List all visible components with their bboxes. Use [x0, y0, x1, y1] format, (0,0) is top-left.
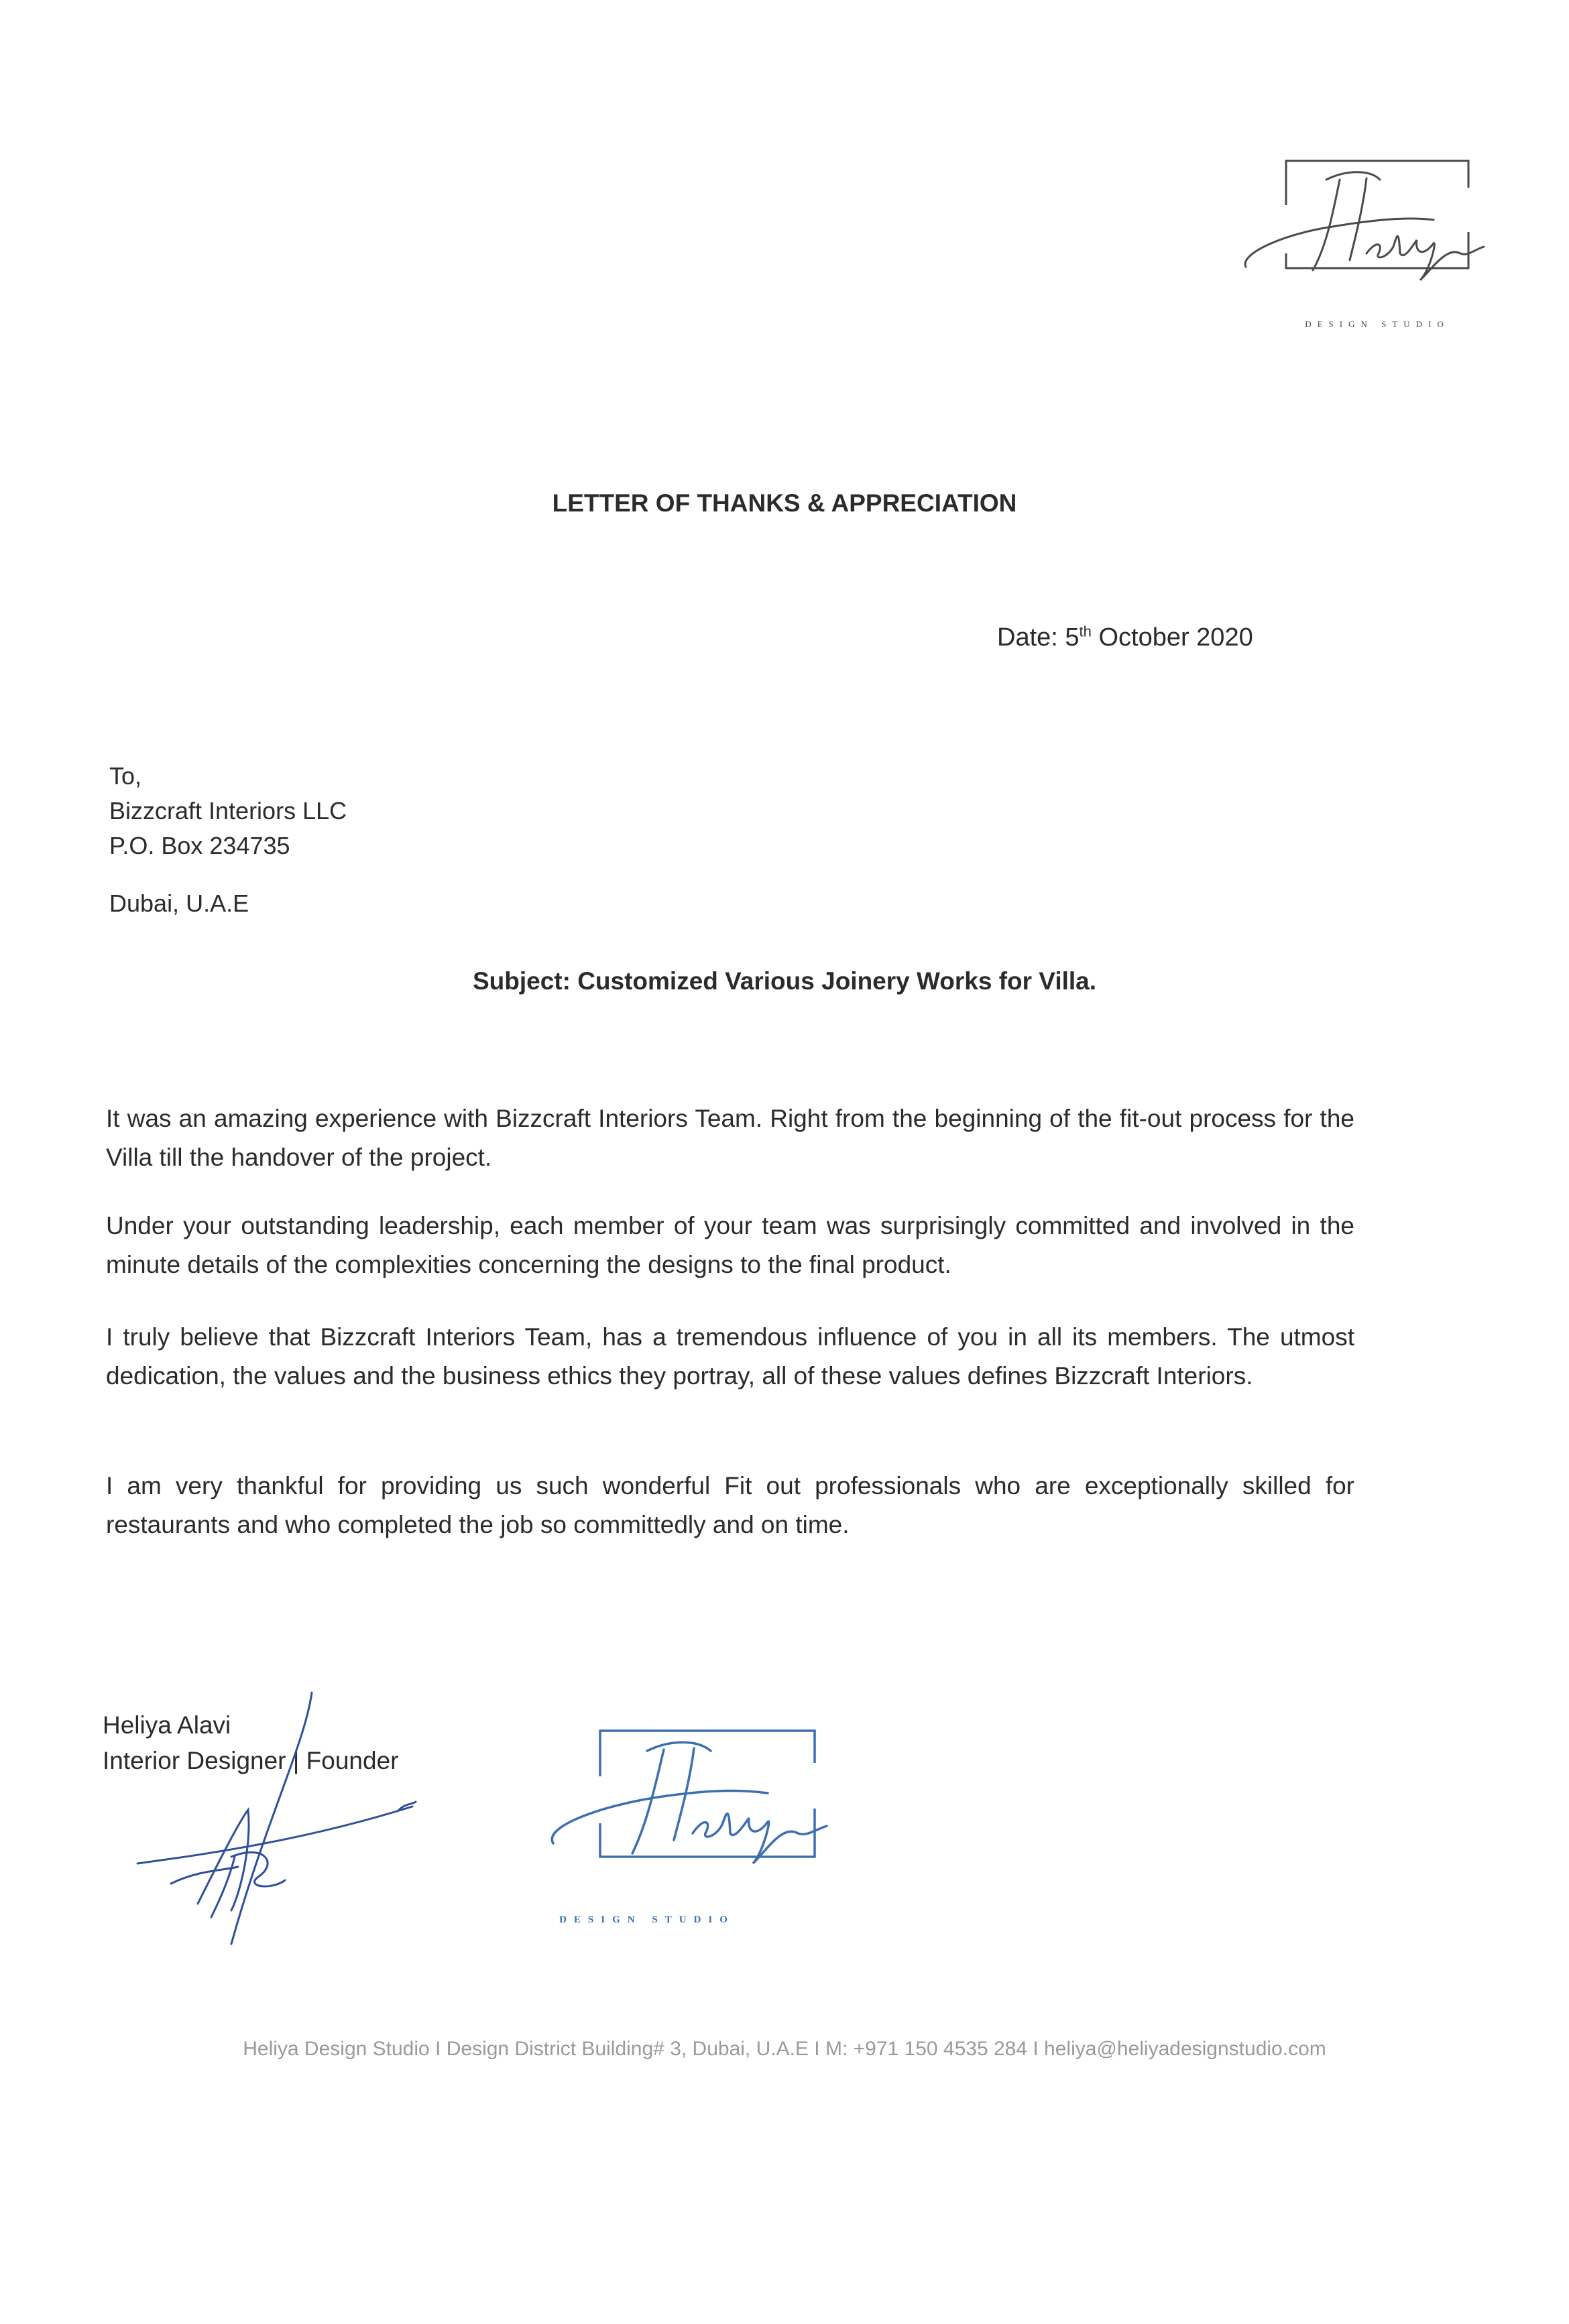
address-spacer	[109, 863, 347, 886]
studio-logo-header	[1232, 153, 1501, 334]
letter-title	[0, 489, 1569, 517]
letter-date	[997, 623, 1253, 652]
date-rest: October 2020	[1091, 623, 1253, 652]
date-label: Date: 5	[997, 623, 1080, 652]
studio-logo-stamp	[540, 1723, 848, 1931]
logo-stamp-tagline: DESIGN STUDIO	[559, 1914, 735, 1925]
recipient-to: To,	[109, 762, 142, 790]
letter-title-text: LETTER OF THANKS & APPRECIATION	[552, 489, 1017, 517]
body-paragraph-2: Under your outstanding leadership, each member of your team was surprisingly committed and involved in the minute details of the complexities concerning the designs to the final product.	[106, 1212, 1354, 1278]
letter-footer: Heliya Design Studio I Design District Building# 3, Dubai, U.A.E I M: +971 150 4535 284 I heliya@heliyadesignstudio.com	[243, 2038, 1326, 2060]
recipient-company: Bizzcraft Interiors LLC	[109, 797, 347, 824]
body-paragraph-4: I am very thankful for providing us such wonderful Fit out professionals who are exceptionally skilled for restaurants and who completed the job so committedly and on time.	[106, 1472, 1354, 1538]
handwritten-signature	[131, 1689, 426, 1957]
logo-tagline: DESIGN STUDIO	[1305, 319, 1450, 329]
body-paragraph-1: It was an amazing experience with Bizzcraft Interiors Team. Right from the beginning of the fit-out process for the Villa till the handover of the project.	[106, 1105, 1354, 1171]
signer-name: Heliya Alavi	[103, 1711, 231, 1739]
date-suffix: th	[1079, 623, 1092, 640]
recipient-po-box: P.O. Box 234735	[109, 832, 290, 859]
recipient-address	[109, 759, 347, 921]
signer-role: Interior Designer | Founder	[103, 1747, 399, 1774]
recipient-city: Dubai, U.A.E	[109, 890, 249, 917]
letter-subject: Subject: Customized Various Joinery Works for Villa.	[472, 967, 1097, 995]
body-paragraph-3: I truly believe that Bizzcraft Interiors Team, has a tremendous influence of you in all its members. The utmost dedication, the values and the business ethics they portray, all of these values defines Bizzcraft Interiors.	[106, 1323, 1354, 1390]
